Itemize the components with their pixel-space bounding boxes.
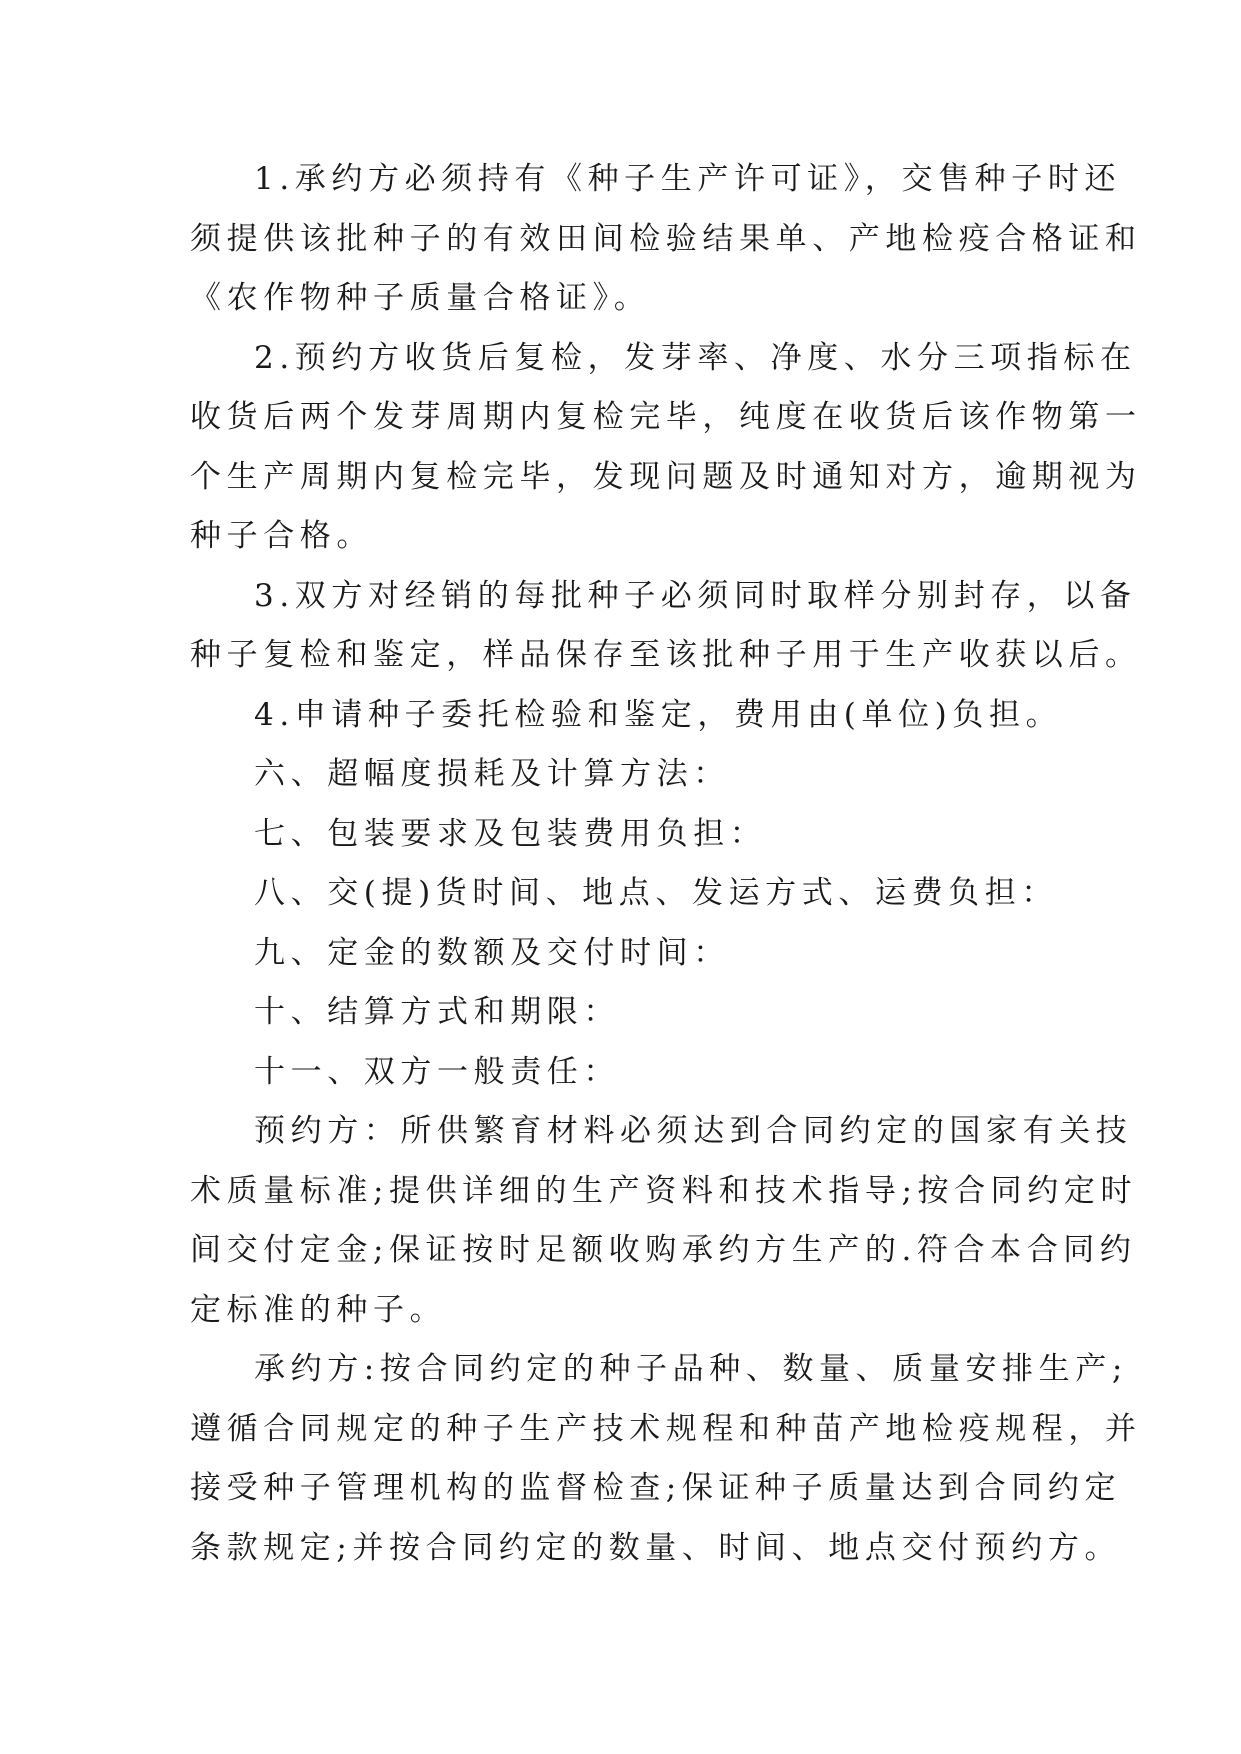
text-line: 八、交(提)货时间、地点、发运方式、运费负担：: [254, 875, 1058, 911]
text-line: 条款规定;并按合同约定的数量、时间、地点交付预约方。: [190, 1529, 1122, 1566]
text-line: 承约方:按合同约定的种子品种、数量、质量安排生产;: [254, 1351, 1128, 1387]
text-line: 1.承约方必须持有《种子生产许可证》，交售种子时还: [254, 161, 1122, 197]
text-line: 九、定金的数额及交付时间：: [254, 934, 730, 971]
text-line: 十一、双方一般责任：: [254, 1053, 620, 1090]
text-line: 种子合格。: [190, 518, 373, 554]
text-line: 《农作物种子质量合格证》。: [190, 280, 651, 316]
text-line: 六、超幅度损耗及计算方法：: [254, 756, 730, 792]
text-line: 定标准的种子。: [190, 1291, 447, 1328]
text-line: 接受种子管理机构的监督检查;保证种子质量达到合同约定: [190, 1470, 1122, 1506]
text-line: 4.申请种子委托检验和鉴定，费用由(单位)负担。: [254, 696, 1063, 733]
document-body: [190, 150, 1142, 1578]
text-line: 遵循合同规定的种子生产技术规程和种苗产地检疫规程，并: [190, 1410, 1142, 1447]
text-line: 七、包装要求及包装费用负担：: [254, 815, 767, 852]
text-line: 个生产周期内复检完毕，发现问题及时通知对方，逾期视为: [190, 458, 1142, 495]
text-line: 收货后两个发芽周期内复检完毕，纯度在收货后该作物第一: [190, 399, 1142, 435]
text-line: 预约方：所供繁育材料必须达到合同约定的国家有关技: [254, 1113, 1133, 1149]
text-line: 种子复检和鉴定，样品保存至该批种子用于生产收获以后。: [190, 637, 1142, 673]
text-line: 3.双方对经销的每批种子必须同时取样分别封存，以备: [254, 577, 1137, 614]
text-line: 2.预约方收货后复检，发芽率、净度、水分三项指标在: [254, 339, 1137, 376]
text-line: 十、结算方式和期限：: [254, 994, 620, 1030]
text-line: 术质量标准;提供详细的生产资料和技术指导;按合同约定时: [190, 1172, 1138, 1209]
text-line: 须提供该批种子的有效田间检验结果单、产地检疫合格证和: [190, 220, 1142, 257]
text-line: 间交付定金;保证按时足额收购承约方生产的.符合本合同约: [190, 1232, 1137, 1268]
